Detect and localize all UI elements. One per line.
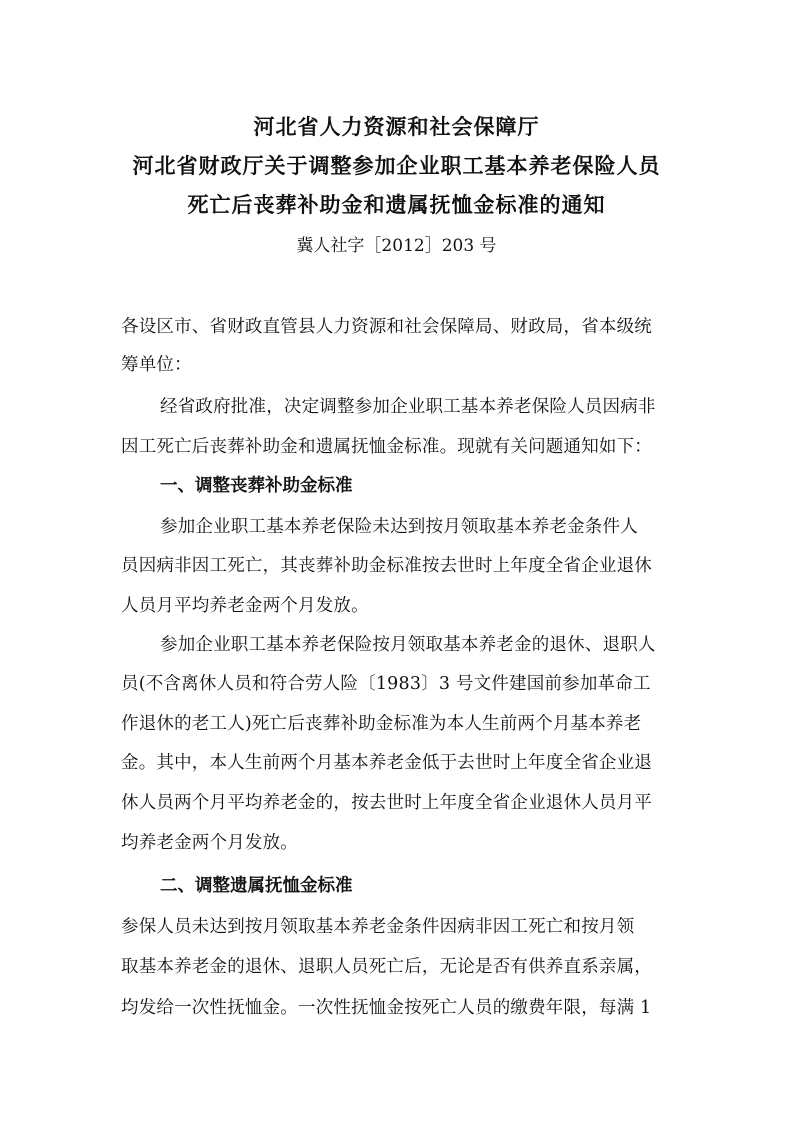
intro-line: 经省政府批准，决定调整参加企业职工基本养老保险人员因病非	[160, 397, 656, 417]
paragraph-line: 员因病非因工死亡，其丧葬补助金标准按去世时上年度全省企业退休	[121, 556, 652, 576]
addressee-line: 筹单位：	[121, 355, 192, 375]
paragraph-line: 人员月平均养老金两个月发放。	[121, 596, 369, 616]
section-heading-2: 二、调整遗属抚恤金标准	[160, 876, 353, 896]
paragraph-line: 金。其中，本人生前两个月基本养老金低于去世时上年度全省企业退	[121, 753, 652, 773]
paragraph-line: 参加企业职工基本养老保险未达到按月领取基本养老金条件人	[160, 517, 638, 537]
paragraph-line: 取基本养老金的退休、退职人员死亡后，无论是否有供养直系亲属，	[121, 957, 652, 977]
title-line-2: 河北省财政厅关于调整参加企业职工基本养老保险人员	[132, 153, 661, 178]
paragraph-line: 员(不含离休人员和符合劳人险〔1983〕3 号文件建国前参加革命工	[121, 674, 651, 694]
document-number: 冀人社字［2012］203 号	[296, 236, 497, 256]
paragraph-line: 休人员两个月平均养老金的，按去世时上年度全省企业退休人员月平	[121, 793, 652, 813]
addressee-line: 各设区市、省财政直管县人力资源和社会保障局、财政局，省本级统	[121, 317, 652, 337]
paragraph-line: 参加企业职工基本养老保险按月领取基本养老金的退休、退职人	[160, 635, 656, 655]
title-line-3: 死亡后丧葬补助金和遗属抚恤金标准的通知	[187, 192, 606, 217]
section-heading-1: 一、调整丧葬补助金标准	[160, 476, 353, 496]
paragraph-line: 参保人员未达到按月领取基本养老金条件因病非因工死亡和按月领	[121, 917, 635, 937]
paragraph-line: 作退休的老工人)死亡后丧葬补助金标准为本人生前两个月基本养老	[121, 714, 642, 734]
paragraph-line: 均发给一次性抚恤金。一次性抚恤金按死亡人员的缴费年限，每满 1	[121, 998, 652, 1018]
intro-line: 因工死亡后丧葬补助金和遗属抚恤金标准。现就有关问题通知如下：	[121, 437, 652, 457]
paragraph-line: 均养老金两个月发放。	[121, 833, 298, 853]
title-line-1: 河北省人力资源和社会保障厅	[253, 114, 540, 139]
